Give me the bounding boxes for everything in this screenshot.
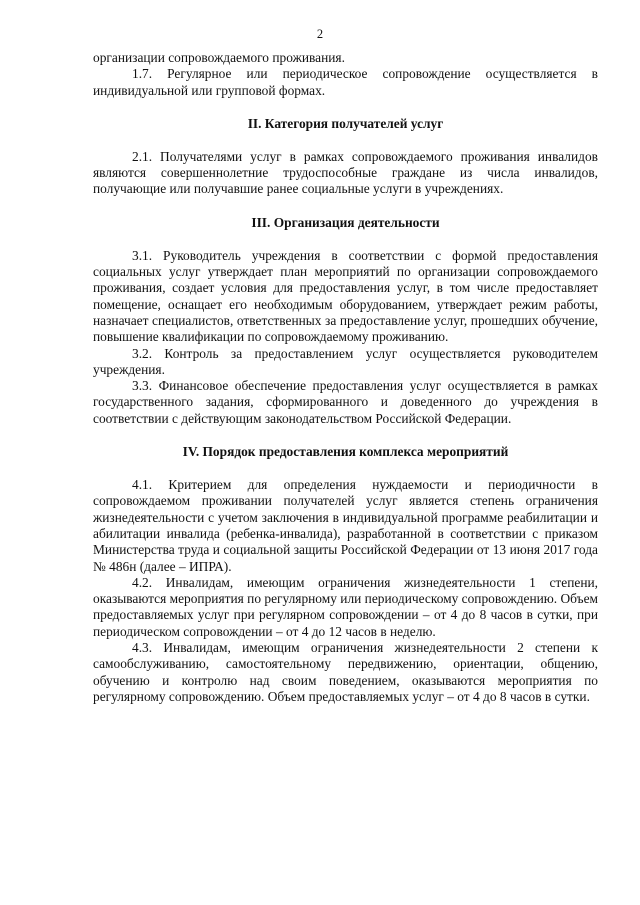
paragraph-3-2: 3.2. Контроль за предоставлением услуг осуществляется руководителем учреждения. bbox=[93, 345, 598, 377]
paragraph-3-3: 3.3. Финансовое обеспечение предоставления услуг осуществляется в рамках государственного задания, сформированного и доведенного до учреждения в соответствии с действующим законодательством Российской Федерации. bbox=[93, 378, 598, 426]
paragraph-2-1: 2.1. Получателями услуг в рамках сопровождаемого проживания инвалидов являются совершеннолетние трудоспособные граждане из числа инвалидов, получающие или получавшие ранее социальные услуги в учреждениях. bbox=[93, 148, 598, 197]
paragraph-4-2: 4.2. Инвалидам, имеющим ограничения жизнедеятельности 1 степени, оказываются мероприятия по регулярному или периодическому сопровождению. Объем предоставляемых услуг при регулярном сопровождении – от 4 до 8 часов в сутки, при периодическом сопровождении – от 4 до 12 часов в неделю. bbox=[93, 574, 598, 639]
page-number: 2 bbox=[316, 27, 324, 41]
document-body bbox=[93, 50, 598, 705]
paragraph-3-1: 3.1. Руководитель учреждения в соответствии с формой предоставления социальных услуг утверждает план мероприятий по организации сопровождаемого проживания, создает условия для предоставления услуг, в том числе предоставляет помещение, оснащает его необходимым оборудованием, утверждает режим работы, назначает специалистов, ответственных за предоставление услуг, прошедших обучение, повышение квалификации по сопровождаемому проживанию. bbox=[93, 247, 598, 345]
section-heading-2: II. Категория получателей услуг bbox=[247, 115, 444, 131]
section-heading-3: III. Организация деятельности bbox=[251, 214, 440, 230]
paragraph-1-7: 1.7. Регулярное или периодическое сопровождение осуществляется в индивидуальной или групповой формах. bbox=[93, 66, 598, 98]
section-heading-4: IV. Порядок предоставления комплекса мероприятий bbox=[182, 444, 509, 460]
paragraph-4-1: 4.1. Критерием для определения нуждаемости и периодичности в сопровождаемом проживании получателей услуг является степень ограничения жизнедеятельности с учетом заключения в индивидуальной программе реабилитации и абилитации инвалида (ребенка-инвалида), разработанной в соответствии с приказом Министерства труда и социальной защиты Российской Федерации от 13 июня 2017 года № 486н (далее – ИПРА). bbox=[93, 477, 598, 574]
paragraph-continuation: организации сопровождаемого проживания. bbox=[93, 50, 345, 65]
paragraph-4-3: 4.3. Инвалидам, имеющим ограничения жизнедеятельности 2 степени к самообслуживанию, самостоятельному передвижению, ориентации, общению, обучению и контролю над своим поведением, оказываются мероприятия по регулярному сопровождению. Объем предоставляемых услуг – от 4 до 8 часов в сутки. bbox=[93, 640, 598, 704]
